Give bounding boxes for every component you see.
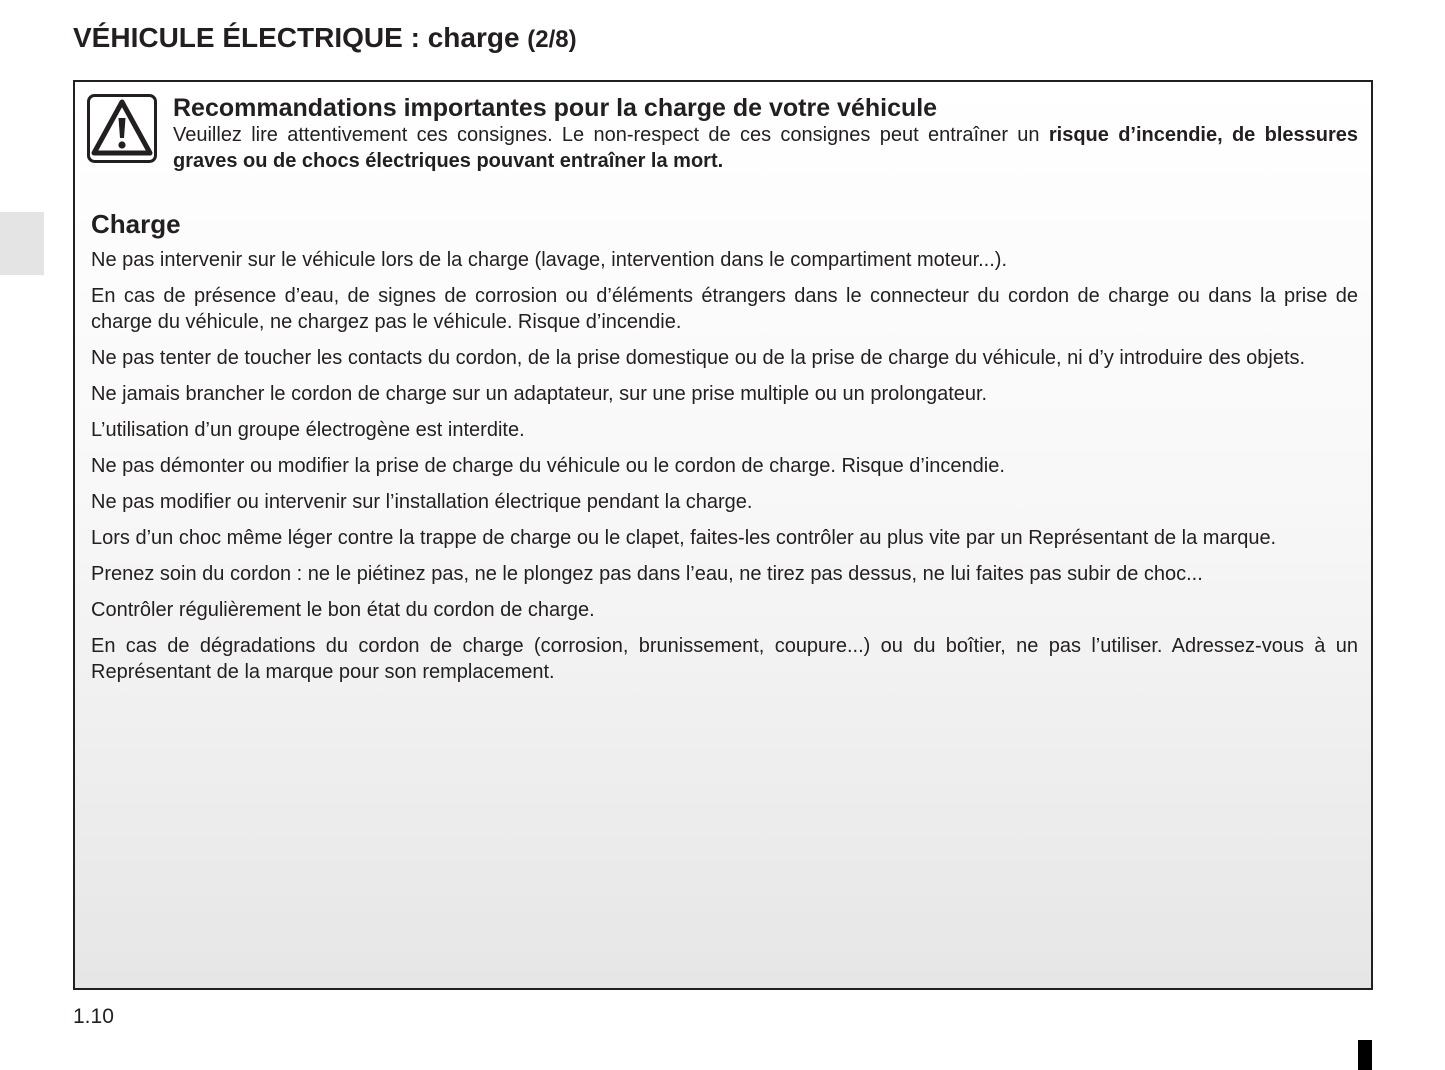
warning-intro-emphasis: risque d’incendie, de blessures graves ou de chocs électriques pouvant entraîner la mort. (173, 124, 1358, 172)
paragraph: Lors d’un choc même léger contre la trappe de charge ou le clapet, faites-les contrôler au plus vite par un Représentant de la marque. (91, 527, 1277, 549)
warning-header (173, 94, 1358, 174)
warning-heading: Recommandations importantes pour la charge de votre véhicule (173, 94, 938, 122)
page-title (73, 22, 577, 54)
paragraph: Ne pas démonter ou modifier la prise de charge du véhicule ou le cordon de charge. Risque d’incendie. (91, 455, 1005, 477)
paragraph: Ne pas modifier ou intervenir sur l’installation électrique pendant la charge. (91, 491, 753, 513)
paragraph: Ne jamais brancher le cordon de charge sur un adaptateur, sur une prise multiple ou un prolongateur. (91, 383, 988, 405)
paragraph: En cas de présence d’eau, de signes de corrosion ou d’éléments étrangers dans le connecteur du cordon de charge ou dans la prise de charge du véhicule, ne chargez pas le véhicule. Risque d’incendie. (91, 285, 1358, 333)
page-title-part: (2/8) (527, 26, 577, 53)
page-title-main: VÉHICULE ÉLECTRIQUE : charge (73, 22, 520, 53)
chapter-tab (0, 212, 44, 275)
warning-intro (173, 122, 1358, 174)
warning-triangle-icon (87, 94, 157, 163)
section-heading: Charge (91, 209, 181, 239)
warning-box (73, 80, 1373, 990)
paragraph: Contrôler régulièrement le bon état du cordon de charge. (91, 599, 595, 621)
paragraph: En cas de dégradations du cordon de charge (corrosion, brunissement, coupure...) ou du boîtier, ne pas l’utiliser. Adressez-vous à un Représentant de la marque pour son remplacement. (91, 635, 1358, 683)
paragraph: Ne pas intervenir sur le véhicule lors de la charge (lavage, intervention dans le compartiment moteur...). (91, 249, 1008, 271)
page-number: 1.10 (73, 1005, 114, 1028)
paragraph: Prenez soin du cordon : ne le piétinez pas, ne le plongez pas dans l’eau, ne tirez pas dessus, ne lui faites pas subir de choc... (91, 563, 1203, 585)
warning-intro-text: Veuillez lire attentivement ces consignes. Le non-respect de ces consignes peut entraîner un (173, 124, 1040, 146)
page-edge-marker (1358, 1040, 1372, 1070)
paragraph: L’utilisation d’un groupe électrogène est interdite. (91, 419, 525, 441)
paragraph: Ne pas tenter de toucher les contacts du cordon, de la prise domestique ou de la prise de charge du véhicule, ni d’y introduire des objets. (91, 347, 1306, 369)
charge-section (91, 208, 1358, 695)
